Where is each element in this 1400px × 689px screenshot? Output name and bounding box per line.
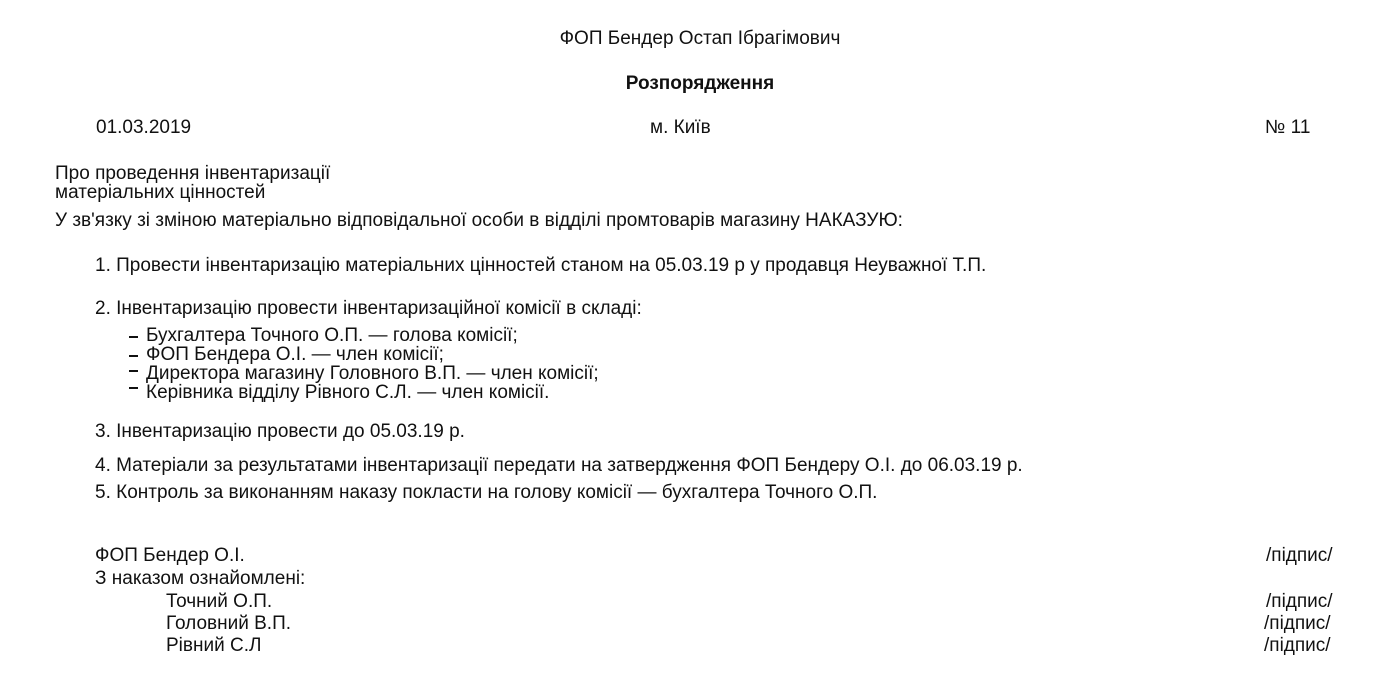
order-item-3: 3. Інвентаризацію провести до 05.03.19 р.	[95, 421, 465, 442]
acquainted-person-signature: /підпис/	[1264, 635, 1331, 656]
order-item-5: 5. Контроль за виконанням наказу покласти на голову комісії — бухгалтера Точного О.П.	[95, 482, 878, 503]
document-date: 01.03.2019	[96, 117, 192, 138]
acquainted-label: З наказом ознайомлені:	[95, 568, 306, 589]
list-dash-icon	[129, 370, 138, 372]
document-city: м. Київ	[650, 117, 711, 138]
preamble-text: У зв'язку зі зміною матеріально відповідальної особи в відділі промтоварів магазину НАКАЗУЮ:	[55, 210, 903, 231]
list-dash-icon	[129, 387, 138, 389]
commission-member: Директора магазину Головного В.П. — член комісії;	[146, 363, 599, 384]
acquainted-person-name: Головний В.П.	[166, 613, 292, 634]
acquainted-person-signature: /підпис/	[1264, 613, 1331, 634]
acquainted-person-signature: /підпис/	[1266, 591, 1333, 612]
acquainted-person-name: Рівний С.Л	[166, 635, 262, 656]
list-dash-icon	[129, 336, 138, 338]
issuer-signature-name: ФОП Бендер О.І.	[95, 545, 245, 566]
list-dash-icon	[129, 355, 138, 357]
order-item-4: 4. Матеріали за результатами інвентаризації передати на затвердження ФОП Бендеру О.І. до 06.03.19 р.	[95, 455, 1023, 476]
acquainted-person-name: Точний О.П.	[166, 591, 273, 612]
commission-member: Керівника відділу Рівного С.Л. — член комісії.	[146, 382, 550, 403]
order-item-1: 1. Провести інвентаризацію матеріальних цінностей станом на 05.03.19 р у продавця Неуважної Т.П.	[95, 255, 987, 276]
subject-line-1: Про проведення інвентаризації	[55, 163, 331, 184]
document-number: № 11	[1265, 117, 1311, 138]
commission-member: ФОП Бендера О.І. — член комісії;	[146, 344, 444, 365]
document-type-title: Розпорядження	[625, 73, 775, 94]
subject-line-2: матеріальних цінностей	[55, 182, 266, 203]
commission-member: Бухгалтера Точного О.П. — голова комісії;	[146, 325, 518, 346]
issuer-signature: /підпис/	[1266, 545, 1333, 566]
issuer-title: ФОП Бендер Остап Ібрагімович	[559, 28, 841, 49]
order-item-2: 2. Інвентаризацію провести інвентаризаційної комісії в складі:	[95, 298, 642, 319]
